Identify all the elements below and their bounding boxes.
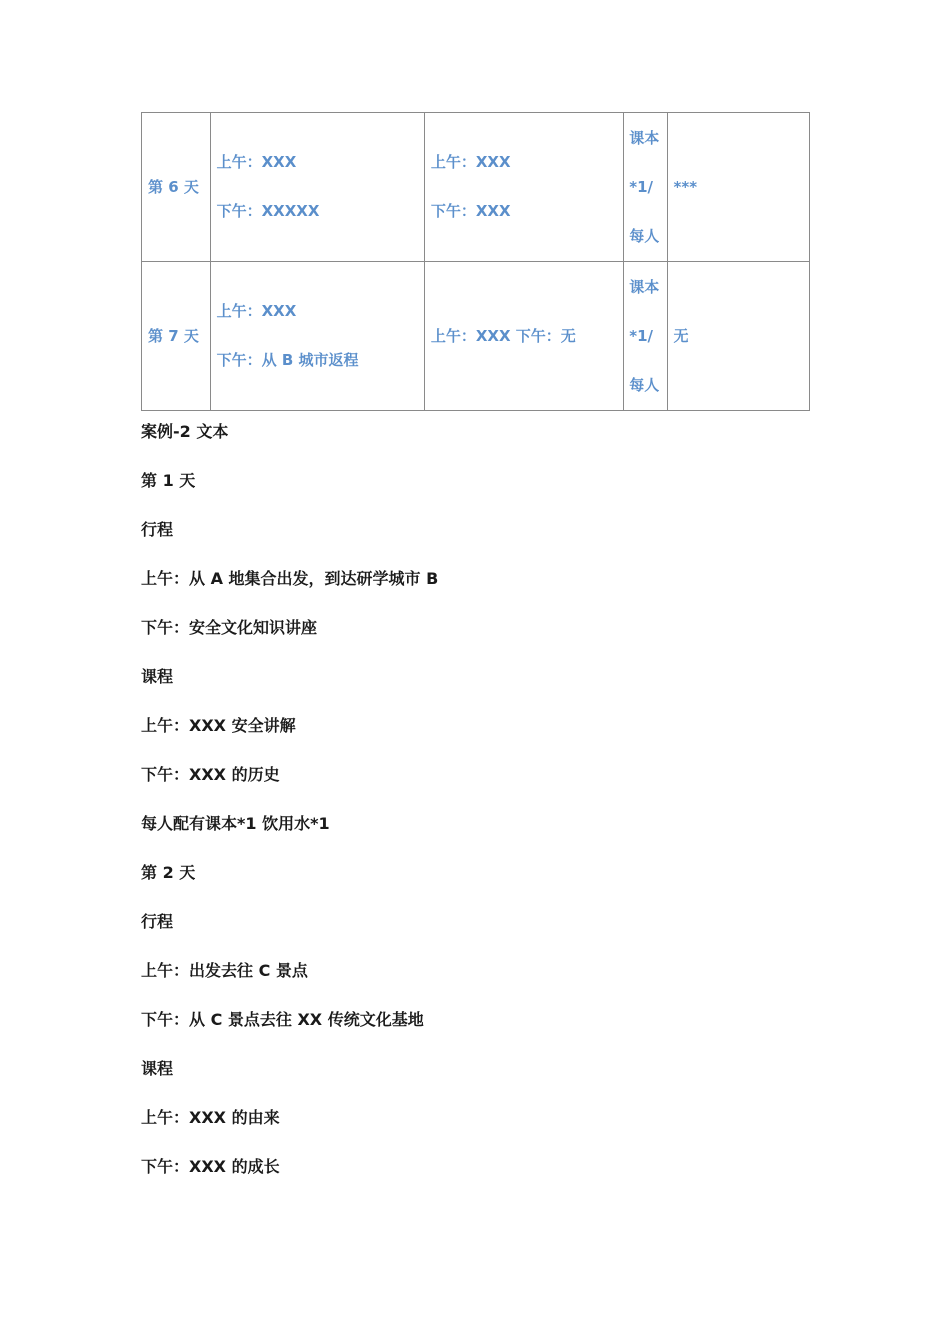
day-cell: 第 7 天 [142, 262, 211, 411]
day-cell: 第 6 天 [142, 113, 211, 262]
table-row [142, 262, 810, 411]
itinerary-heading: 行程 [141, 912, 174, 931]
text-line: 上午：XXX 的由来 [141, 1108, 280, 1127]
itinerary-cell: 上午：XXX 下午：从 B 城市返程 [210, 262, 424, 411]
course-heading: 课程 [141, 1059, 174, 1078]
table-row [142, 113, 810, 262]
text-line: 下午：安全文化知识讲座 [141, 618, 318, 637]
day-heading: 第 2 天 [141, 863, 196, 882]
itinerary-table [141, 112, 810, 411]
itinerary-heading: 行程 [141, 520, 174, 539]
note-cell: *** [667, 113, 809, 262]
supply-cell: 课本 *1/ 每人 [624, 262, 667, 411]
text-line: 下午：XXX 的成长 [141, 1157, 280, 1176]
text-line: 每人配有课本*1 饮用水*1 [141, 814, 330, 833]
note-cell: 无 [667, 262, 809, 411]
text-line: 上午：XXX 安全讲解 [141, 716, 296, 735]
itinerary-cell: 上午：XXX 下午：XXXXX [210, 113, 424, 262]
body-text [141, 418, 438, 1202]
course-cell: 上午：XXX 下午：无 [424, 262, 623, 411]
section-title: 案例-2 文本 [141, 422, 229, 441]
day-heading: 第 1 天 [141, 471, 196, 490]
text-line: 下午：XXX 的历史 [141, 765, 280, 784]
course-heading: 课程 [141, 667, 174, 686]
supply-cell: 课本 *1/ 每人 [624, 113, 667, 262]
text-line: 下午：从 C 景点去往 XX 传统文化基地 [141, 1010, 424, 1029]
text-line: 上午：出发去往 C 景点 [141, 961, 308, 980]
text-line: 上午：从 A 地集合出发，到达研学城市 B [141, 569, 439, 588]
course-cell: 上午：XXX 下午：XXX [424, 113, 623, 262]
